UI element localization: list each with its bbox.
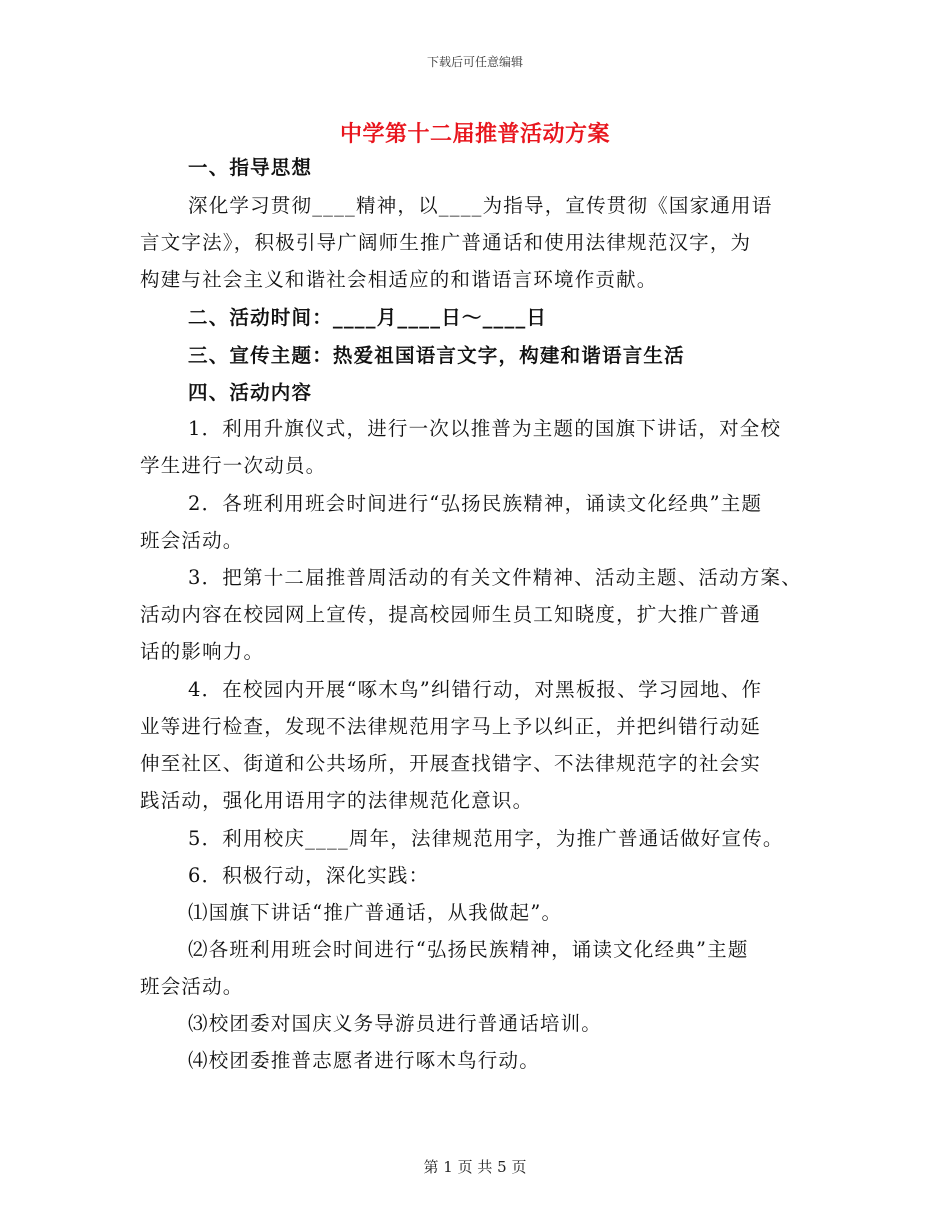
paragraph-line: 言文字法》，积极引导广阔师生推广普通话和使用法律规范汉字，为 [140, 231, 752, 254]
section-heading-guiding-thought: 一、指导思想 [188, 156, 313, 179]
page-footer: 第 1 页 共 5 页 [423, 1158, 527, 1176]
sub-item-line: ⑶校团委对国庆义务导游员进行普通话培训。 [188, 1012, 603, 1035]
paragraph-line: 构建与社会主义和谐社会相适应的和谐语言环境作贡献。 [140, 268, 658, 291]
list-item-line: 4．在校园内开展“啄木鸟”纠错行动，对黑板报、学习园地、作 [188, 678, 763, 701]
list-item-line: 1．利用升旗仪式，进行一次以推普为主题的国旗下讲话，对全校 [188, 417, 782, 440]
sub-item-line: ⑵各班利用班会时间进行“弘扬民族精神，诵读文化经典”主题 [188, 938, 749, 961]
list-item-line: 2．各班利用班会时间进行“弘扬民族精神，诵读文化经典”主题 [188, 492, 763, 515]
sub-item-line: ⑴国旗下讲话“推广普通话，从我做起”。 [188, 901, 563, 924]
list-item-line: 践活动，强化用语用字的法律规范化意识。 [140, 789, 534, 812]
list-item-line: 活动内容在校园网上宣传，提高校园师生员工知晓度，扩大推广普通 [140, 603, 762, 626]
section-heading-activity-content: 四、活动内容 [188, 381, 313, 404]
list-item-line: 班会活动。 [140, 529, 244, 552]
list-item-line: 6．积极行动，深化实践： [188, 864, 430, 887]
section-heading-theme: 三、宣传主题：热爱祖国语言文字，构建和谐语言生活 [188, 344, 685, 367]
section-heading-activity-time: 二、活动时间：____月____日～____日 [188, 306, 548, 329]
document-title: 中学第十二届推普活动方案 [339, 121, 610, 147]
list-item-line: 伸至社区、街道和公共场所，开展查找错字、不法律规范字的社会实 [140, 752, 762, 775]
list-item-line: 业等进行检查，发现不法律规范用字马上予以纠正，并把纠错行动延 [140, 715, 762, 738]
page-header: 下载后可任意编辑 [426, 55, 523, 69]
paragraph-line: 深化学习贯彻____精神，以____为指导，宣传贯彻《国家通用语 [188, 194, 773, 217]
list-item-line: 话的影响力。 [140, 640, 265, 663]
sub-item-line: 班会活动。 [140, 975, 244, 998]
sub-item-line: ⑷校团委推普志愿者进行啄木鸟行动。 [188, 1049, 540, 1072]
list-item-line: 3．把第十二届推普周活动的有关文件精神、活动主题、活动方案、 [188, 566, 802, 589]
list-item-line: 学生进行一次动员。 [140, 454, 327, 477]
list-item-line: 5．利用校庆____周年，法律规范用字，为推广普通话做好宣传。 [188, 827, 784, 850]
